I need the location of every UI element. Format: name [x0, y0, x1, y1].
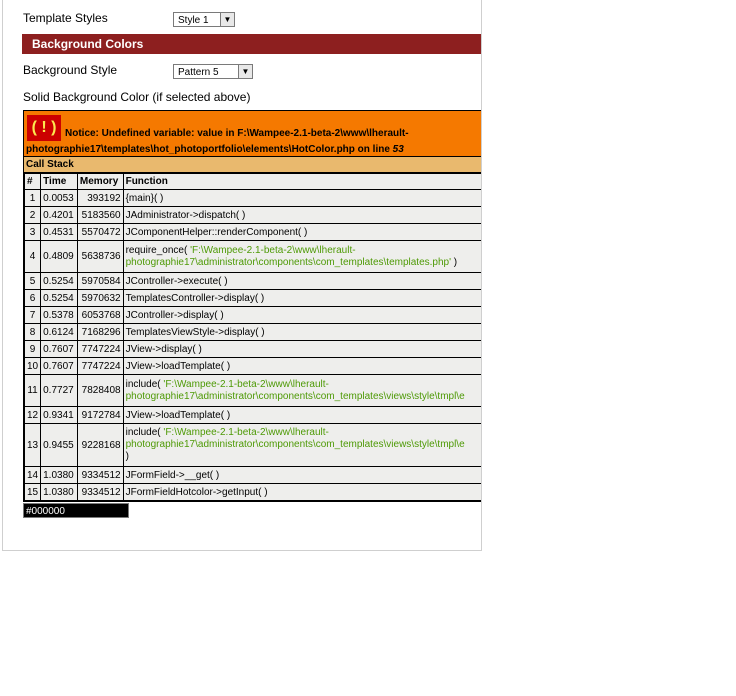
call-stack-table: [24, 173, 482, 501]
table-row: [25, 224, 483, 241]
row-memory: 5970632: [77, 290, 123, 307]
table-row: [25, 484, 483, 501]
chevron-down-icon[interactable]: ▼: [238, 65, 252, 78]
file-path: photographie17\administrator\components\com_templates\views\style\tmpl\e: [125, 390, 465, 402]
row-number: 12: [25, 407, 41, 424]
row-number: 7: [25, 307, 41, 324]
row-memory: 393192: [77, 190, 123, 207]
chevron-down-icon[interactable]: ▼: [220, 13, 234, 26]
row-time: 0.7607: [41, 341, 78, 358]
function-name: include(: [125, 378, 164, 390]
row-memory: 5570472: [77, 224, 123, 241]
row-number: 3: [25, 224, 41, 241]
column-header-time: Time: [41, 174, 78, 190]
row-function: [123, 424, 482, 467]
color-input[interactable]: #000000: [23, 503, 129, 518]
row-time: 1.0380: [41, 467, 78, 484]
row-function: [123, 241, 482, 273]
notice-line-1: Notice: Undefined variable: value in F:\Wampee-2.1-beta-2\www\lherault-: [65, 128, 409, 139]
section-header-background-colors: Background Colors: [22, 34, 482, 54]
row-function: JView->loadTemplate( ): [123, 407, 482, 424]
row-time: 0.4531: [41, 224, 78, 241]
background-style-select[interactable]: [173, 64, 253, 79]
table-row: [25, 273, 483, 290]
function-tail: ): [125, 451, 129, 462]
file-path: 'F:\Wampee-2.1-beta-2\www\lherault-: [163, 427, 329, 438]
row-memory: 5638736: [77, 241, 123, 273]
table-row: [25, 467, 483, 484]
function-name: require_once(: [125, 244, 191, 256]
row-number: 1: [25, 190, 41, 207]
row-memory: 9334512: [77, 467, 123, 484]
table-row: [25, 424, 483, 467]
row-function: JAdministrator->dispatch( ): [123, 207, 482, 224]
admin-form-panel: [2, 0, 482, 551]
row-time: 0.5254: [41, 273, 78, 290]
notice-line-2: [26, 144, 404, 155]
row-function: TemplatesController->display( ): [123, 290, 482, 307]
row-memory: 7747224: [77, 358, 123, 375]
function-tail: ): [451, 256, 458, 268]
row-time: 0.5254: [41, 290, 78, 307]
call-stack-title: Call Stack: [24, 157, 482, 173]
row-number: 15: [25, 484, 41, 501]
file-path: photographie17\administrator\components\com_templates\views\style\tmpl\e: [125, 439, 465, 450]
row-number: 6: [25, 290, 41, 307]
row-function: JFormFieldHotcolor->getInput( ): [123, 484, 482, 501]
table-row: [25, 324, 483, 341]
table-row: [25, 207, 483, 224]
row-time: 0.4201: [41, 207, 78, 224]
xdebug-error-table: [23, 110, 482, 502]
column-header-number: #: [25, 174, 41, 190]
row-memory: 9172784: [77, 407, 123, 424]
notice-message: [24, 111, 482, 157]
background-style-label: Background Style: [23, 63, 118, 77]
call-stack-header-row: [25, 174, 483, 190]
row-function: TemplatesViewStyle->display( ): [123, 324, 482, 341]
table-row: [25, 375, 483, 407]
row-number: 11: [25, 375, 41, 407]
row-memory: 5183560: [77, 207, 123, 224]
row-time: 1.0380: [41, 484, 78, 501]
table-row: [25, 307, 483, 324]
file-path: 'F:\Wampee-2.1-beta-2\www\lherault-: [163, 378, 329, 390]
row-number: 4: [25, 241, 41, 273]
table-row: [25, 241, 483, 273]
notice-line-2-text: photographie17\templates\hot_photoportfolio\elements\HotColor.php on line: [26, 144, 393, 155]
row-function: {main}( ): [123, 190, 482, 207]
file-path: photographie17\administrator\components\com_templates\templates.php': [125, 256, 452, 268]
row-memory: 6053768: [77, 307, 123, 324]
background-style-value: Pattern 5: [178, 67, 219, 78]
template-styles-label: Template Styles: [23, 11, 108, 25]
row-number: 8: [25, 324, 41, 341]
row-memory: 9228168: [77, 424, 123, 467]
template-styles-select[interactable]: [173, 12, 235, 27]
row-function: JView->loadTemplate( ): [123, 358, 482, 375]
row-time: 0.7727: [41, 375, 78, 407]
table-row: [25, 341, 483, 358]
row-number: 13: [25, 424, 41, 467]
row-function: JView->display( ): [123, 341, 482, 358]
row-memory: 7747224: [77, 341, 123, 358]
row-number: 14: [25, 467, 41, 484]
row-number: 5: [25, 273, 41, 290]
table-row: [25, 190, 483, 207]
row-number: 10: [25, 358, 41, 375]
row-function: [123, 375, 482, 407]
file-path: 'F:\Wampee-2.1-beta-2\www\lherault-: [190, 244, 356, 256]
row-time: 0.5378: [41, 307, 78, 324]
row-memory: 7828408: [77, 375, 123, 407]
column-header-function: Function: [123, 174, 482, 190]
solid-color-label: Solid Background Color (if selected above): [23, 90, 251, 104]
template-styles-value: Style 1: [178, 15, 209, 26]
row-time: 0.7607: [41, 358, 78, 375]
warning-icon: ( ! ): [27, 115, 61, 141]
table-row: [25, 358, 483, 375]
row-time: 0.0053: [41, 190, 78, 207]
row-time: 0.6124: [41, 324, 78, 341]
notice-line-number: 53: [392, 144, 404, 155]
row-time: 0.4809: [41, 241, 78, 273]
table-row: [25, 290, 483, 307]
row-memory: 9334512: [77, 484, 123, 501]
row-memory: 7168296: [77, 324, 123, 341]
row-function: JFormField->__get( ): [123, 467, 482, 484]
row-time: 0.9341: [41, 407, 78, 424]
row-time: 0.9455: [41, 424, 78, 467]
row-number: 9: [25, 341, 41, 358]
row-function: JController->display( ): [123, 307, 482, 324]
row-function: JController->execute( ): [123, 273, 482, 290]
function-name: include(: [125, 427, 164, 438]
column-header-memory: Memory: [77, 174, 123, 190]
row-number: 2: [25, 207, 41, 224]
row-function: JComponentHelper::renderComponent( ): [123, 224, 482, 241]
table-row: [25, 407, 483, 424]
row-memory: 5970584: [77, 273, 123, 290]
